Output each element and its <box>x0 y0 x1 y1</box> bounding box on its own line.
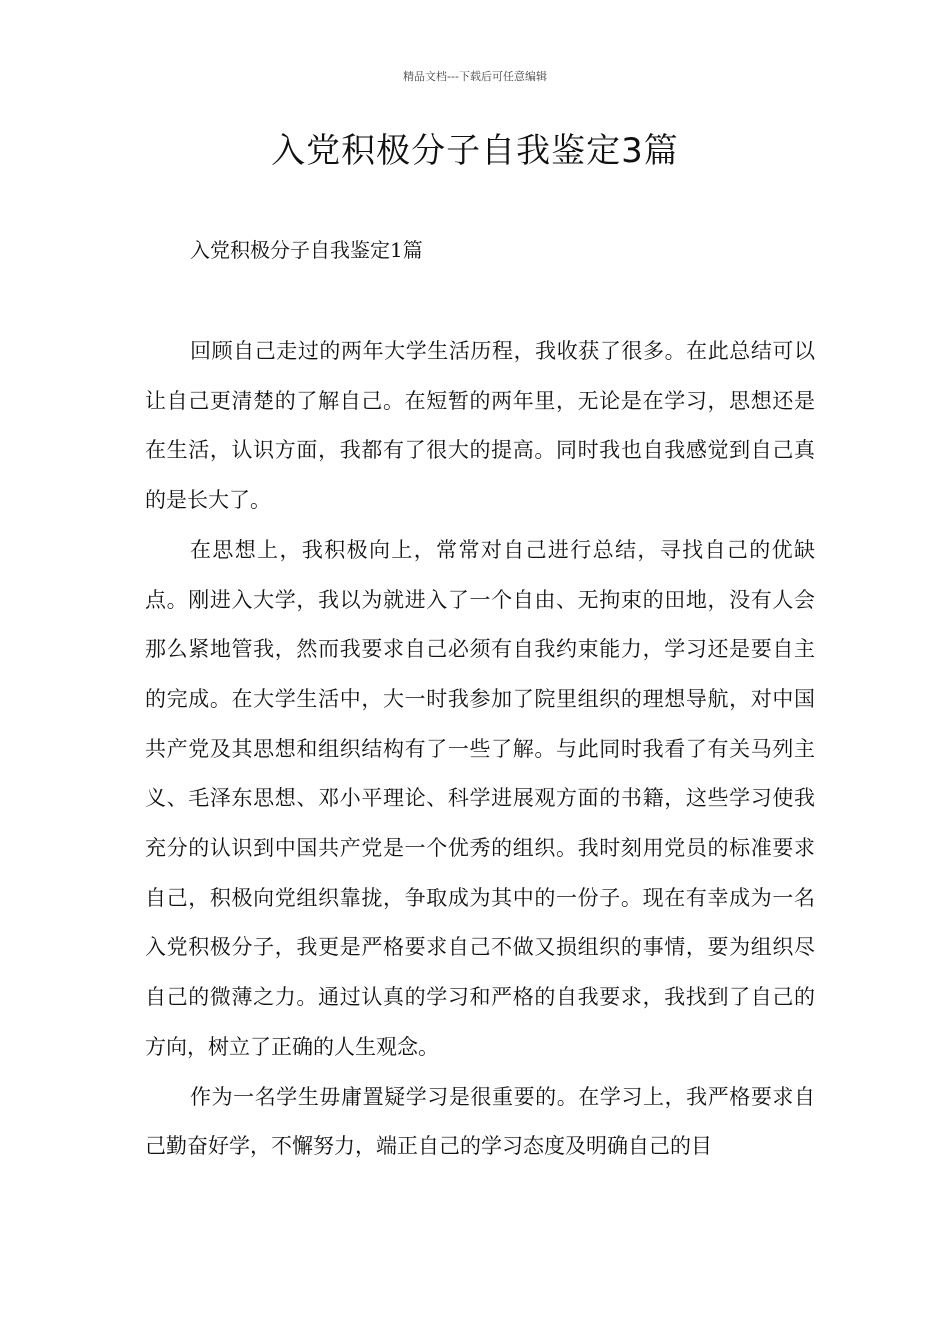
body-text <box>145 327 815 1172</box>
document-title: 入党积极分子自我鉴定3篇 <box>271 131 679 171</box>
paragraph: 回顾自己走过的两年大学生活历程，我收获了很多。在此总结可以让自己更清楚的了解自己。在短暂的两年里，无论是在学习，思想还是在生活，认识方面，我都有了很大的提高。同时我也自我感觉到自己真的是长大了。 <box>145 339 815 513</box>
header-note: 精品文档---下载后可任意编辑 <box>403 70 547 83</box>
paragraph: 在思想上，我积极向上，常常对自己进行总结，寻找自己的优缺点。刚进入大学，我以为就进入了一个自由、无拘束的田地，没有人会那么紧地管我，然而我要求自己必须有自我约束能力，学习还是要自主的完成。在大学生活中，大一时我参加了院里组织的理想导航，对中国共产党及其思想和组织结构有了一些了解。与此同时我看了有关马列主义、毛泽东思想、邓小平理论、科学进展观方面的书籍，这些学习使我充分的认识到中国共产党是一个优秀的组织。我时刻用党员的标准要求自己，积极向党组织靠拢，争取成为其中的一份子。现在有幸成为一名入党积极分子，我更是严格要求自己不做又损组织的事情，要为组织尽自己的微薄之力。通过认真的学习和严格的自我要求，我找到了自己的方向，树立了正确的人生观念。 <box>145 537 815 1059</box>
section-heading: 入党积极分子自我鉴定1篇 <box>190 238 423 262</box>
paragraph: 作为一名学生毋庸置疑学习是很重要的。在学习上，我严格要求自己勤奋好学，不懈努力，端正自己的学习态度及明确自己的目 <box>145 1084 815 1159</box>
